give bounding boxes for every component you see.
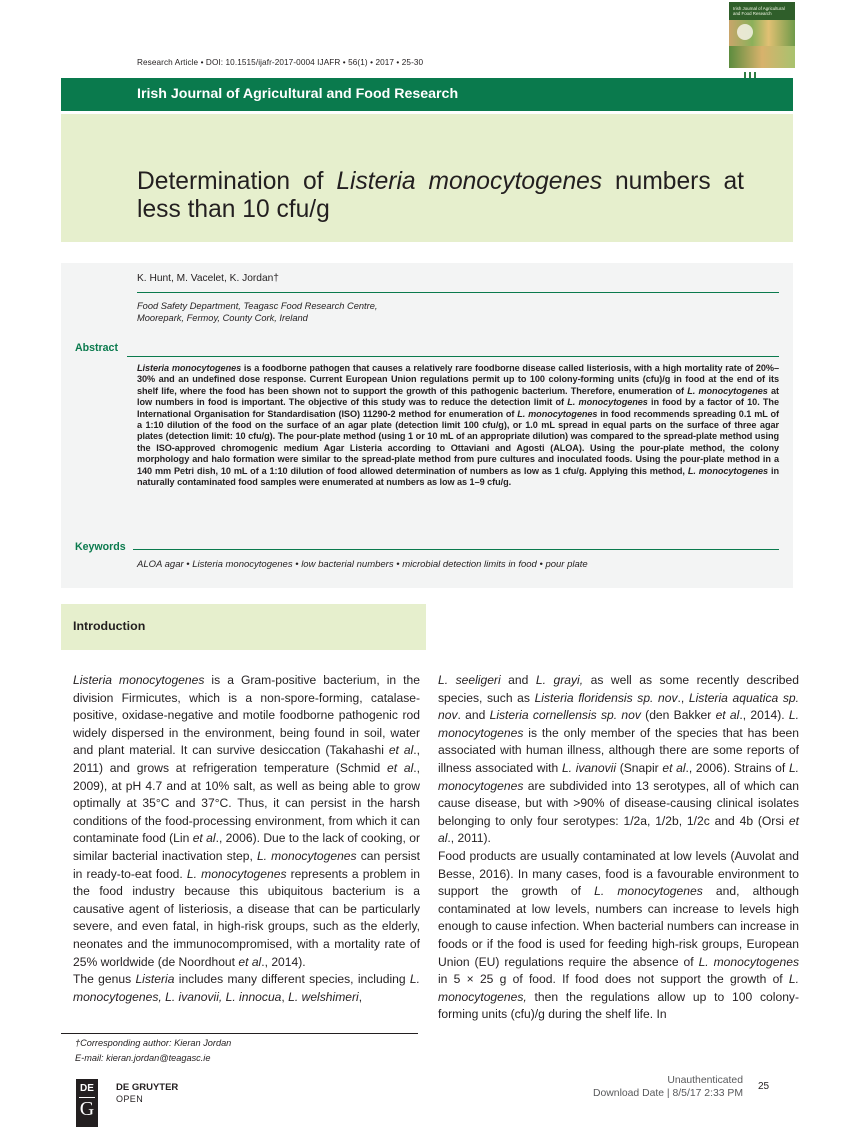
text-run: are subdivided into 13 serotypes, all of which can cause disease, but with >90% of disease-causing clinical isolates belonging to only four serotypes: 1/2a, 1/2b, 1/2c and 4b (Orsi xyxy=(438,778,799,828)
italic-run: et al xyxy=(238,954,262,969)
introduction-heading: Introduction xyxy=(73,619,146,633)
italic-run: et al xyxy=(192,831,216,846)
text-run: The genus xyxy=(73,972,136,987)
text-run: , xyxy=(358,989,363,1004)
keywords-list: ALOA agar • Listeria monocytogenes • low bacterial numbers • microbial detection limits in food • pour plate xyxy=(137,559,588,570)
italic-run: L. monocytogenes xyxy=(594,884,703,899)
text-run: ., 2011) and grows at refrigeration temperature (Schmid xyxy=(73,743,421,775)
italic-run: L. monocytogenes xyxy=(698,954,799,969)
text-run: is a Gram-positive bacterium, in the division Firmicutes, which is a non-spore-forming, catalase-positive, oxidase-negative and motile foodborne pathogenic rod widely dispersed in the environment, being found in soil, water and plant material. It can survive desiccation (Takahashi xyxy=(73,673,420,758)
italic-run: Listeria cornellensis sp. nov xyxy=(489,708,641,723)
text-run: in food by a factor of 10. The International Organisation for Standardisation (ISO) 11290-2 method for enumeration of xyxy=(137,397,779,419)
text-run: ., 2006). Due to the lack of cooking, or similar bacterial inactivation step, xyxy=(73,831,421,863)
cover-plate-icon xyxy=(737,24,753,40)
italic-run: L. monocytogenes, L. ivanovii, L. innocua xyxy=(73,972,420,1004)
text-run: and, although contaminated at low levels, numbers can increase to levels high enough to cause infection. When bacterial numbers can increase in foods or if the food is used for feeding high-risk groups, European Union (EU) regulations require the absence of xyxy=(438,884,799,969)
text-run: includes many different species, including xyxy=(174,972,410,987)
italic-run: L. monocytogenes xyxy=(687,465,769,476)
text-run: as well as some recently described species, such as xyxy=(438,673,799,705)
italic-run: et al xyxy=(438,813,799,846)
text-run: can persist in ready-to-eat food. xyxy=(73,848,420,881)
italic-run: et al xyxy=(388,743,414,758)
text-run: and xyxy=(500,673,536,687)
text-run: at low numbers in food is important. The objective of this study was to reduce the detection limit of xyxy=(137,385,780,408)
italic-run: L. monocytogenes, xyxy=(438,972,799,1004)
publisher-sub: OPEN xyxy=(116,1094,144,1104)
italic-run: L. monocytogenes xyxy=(438,708,799,740)
text-run: ., 2014). xyxy=(261,954,306,969)
italic-run: L. grayi, xyxy=(535,673,584,687)
paragraph xyxy=(438,848,799,1024)
text-run: represents a problem in the food industry because this ubiquitous bacterium is a causative agent of listeriosis, a disease that can be particularly severe, and even fatal, in high-risk groups, such as the elderly, neonates and the immunocompromised, with a mortality rate of 25% worldwide (de Noordhout xyxy=(73,866,420,969)
article-meta: Research Article • DOI: 10.1515/ijafr-2017-0004 IJAFR • 56(1) • 2017 • 25-30 xyxy=(137,58,424,67)
keywords-label: Keywords xyxy=(75,541,126,553)
italic-run: L. ivanovii xyxy=(561,760,617,775)
body-column-right xyxy=(438,672,799,1024)
keywords-divider xyxy=(133,549,779,550)
text-run: in food recommends spreading 0.1 mL of a 1:10 dilution of the food on the surface of an agar plate (detection limit 100 cfu/g), or 1.0 mL spread in equal parts on the surface of three agar plates (detection limit: 10 cfu/g). The pour-plate method (using 1 or 10 mL of an appropriate dilution) was compared to the spread-plate method using the ISO-approved chromogenic medium Agar Listeria according to Ottaviani and Agosti (ALOA). Using the pour-plate method, the colony morphology and halo formation were similar to the spread-plate method from pure cultures and inoculated foods. Using the pour-plate method in a 140 mm Petri dish, 10 mL of a 1:10 dilution of food allowed determination of numbers as low as 1 cfu/g. Applying this method, xyxy=(137,408,779,476)
italic-run: L. monocytogenes xyxy=(567,397,648,408)
body-column-left xyxy=(73,672,420,1006)
journal-name: Irish Journal of Agricultural and Food Research xyxy=(137,86,459,102)
italic-run: Listeria floridensis sp. nov xyxy=(534,690,678,705)
paragraph xyxy=(438,672,799,848)
author-divider xyxy=(137,292,779,293)
italic-run: L. monocytogenes xyxy=(517,408,598,419)
page-number: 25 xyxy=(758,1081,770,1092)
paragraph xyxy=(73,971,420,1006)
italic-run: L. monocytogenes xyxy=(687,385,768,396)
text-run: ., 2009), at pH 4.7 and at 10% salt, as well as being able to grow optimally at 35°C and 37°C. Thus, it can persist in the harsh conditions of the food-processing environment, from which it can contaminate food (Lin xyxy=(73,760,420,846)
publisher-name: DE GRUYTER xyxy=(116,1082,179,1093)
text-run: (Snapir xyxy=(616,760,663,775)
text-run: ., 2011). xyxy=(447,831,491,846)
italic-run: L. seeligeri xyxy=(438,673,501,687)
text-run: (den Bakker xyxy=(640,708,716,723)
text-run: . and xyxy=(457,708,490,723)
text-run: , xyxy=(281,989,289,1004)
abstract-divider xyxy=(127,356,779,357)
italic-run: et al xyxy=(387,760,414,775)
text-run: ., 2014). xyxy=(739,708,789,723)
footnote-divider xyxy=(61,1033,418,1034)
cover-image-band xyxy=(729,46,795,68)
italic-run: et al xyxy=(715,708,740,723)
italic-run: Listeria xyxy=(135,972,175,987)
article-title: Determination of Listeria monocytogenes numbers at less than 10 cfu/g xyxy=(137,168,745,223)
authors: K. Hunt, M. Vacelet, K. Jordan† xyxy=(137,273,279,284)
paragraph xyxy=(73,672,420,971)
italic-run: L. monocytogenes xyxy=(186,866,287,881)
text-run: Food products are usually contaminated at low levels (Auvolat and Besse, 2016). In many cases, food is a favourable environment to support the growth of xyxy=(438,848,799,899)
cover-title: Irish Journal of Agricultural and Food Research xyxy=(733,6,785,16)
text-run: ., 2006). Strains of xyxy=(685,760,789,775)
text-run: is the only member of the species that has been associated with human illness, although there are some reports of illness associated with xyxy=(438,725,799,775)
italic-run: L. monocytogenes xyxy=(256,848,357,863)
italic-run: L. monocytogenes xyxy=(438,760,800,793)
italic-run: Listeria aquatica sp. nov xyxy=(438,690,799,723)
italic-run: Listeria monocytogenes xyxy=(73,673,205,687)
text-run: in naturally contaminated food samples were enumerated at numbers as low as 1–9 cfu/g. xyxy=(137,465,779,488)
text-run: is a foodborne pathogen that causes a relatively rare foodborne disease called listeriosis, with a high mortality rate of 20%–30% and an undefined dose response. Current European Union regulations permit up to 100 colony-forming units (cfu)/g in food at the end of its shelf life, where the food has been shown not to support the growth of this pathogenic bacterium. Therefore, enumeration of xyxy=(137,363,779,396)
corresponding-author: †Corresponding author: Kieran Jordan xyxy=(75,1038,232,1048)
access-notice: Unauthenticated Download Date | 8/5/17 2:33 PM xyxy=(593,1075,743,1099)
text-run: in 5 × 25 g of food. If food does not support the growth of xyxy=(438,972,789,987)
journal-cover-thumbnail xyxy=(729,2,795,68)
de-gruyter-logo: DE G xyxy=(76,1079,98,1127)
italic-run: L. welshimeri xyxy=(288,989,359,1004)
text-run: ., xyxy=(677,690,689,705)
affiliation: Food Safety Department, Teagasc Food Research Centre, Moorepark, Fermoy, County Cork, Ireland xyxy=(137,301,378,323)
italic-run: et al xyxy=(662,760,686,775)
cover-logo-marks xyxy=(744,67,766,77)
text-run: then the regulations allow up to 100 colony-forming units (cfu)/g during the shelf life. In xyxy=(438,989,799,1022)
abstract-body xyxy=(137,363,779,488)
italic-run: Listeria monocytogenes xyxy=(137,363,242,373)
abstract-label: Abstract xyxy=(75,342,118,354)
author-email: E-mail: kieran.jordan@teagasc.ie xyxy=(75,1053,211,1063)
